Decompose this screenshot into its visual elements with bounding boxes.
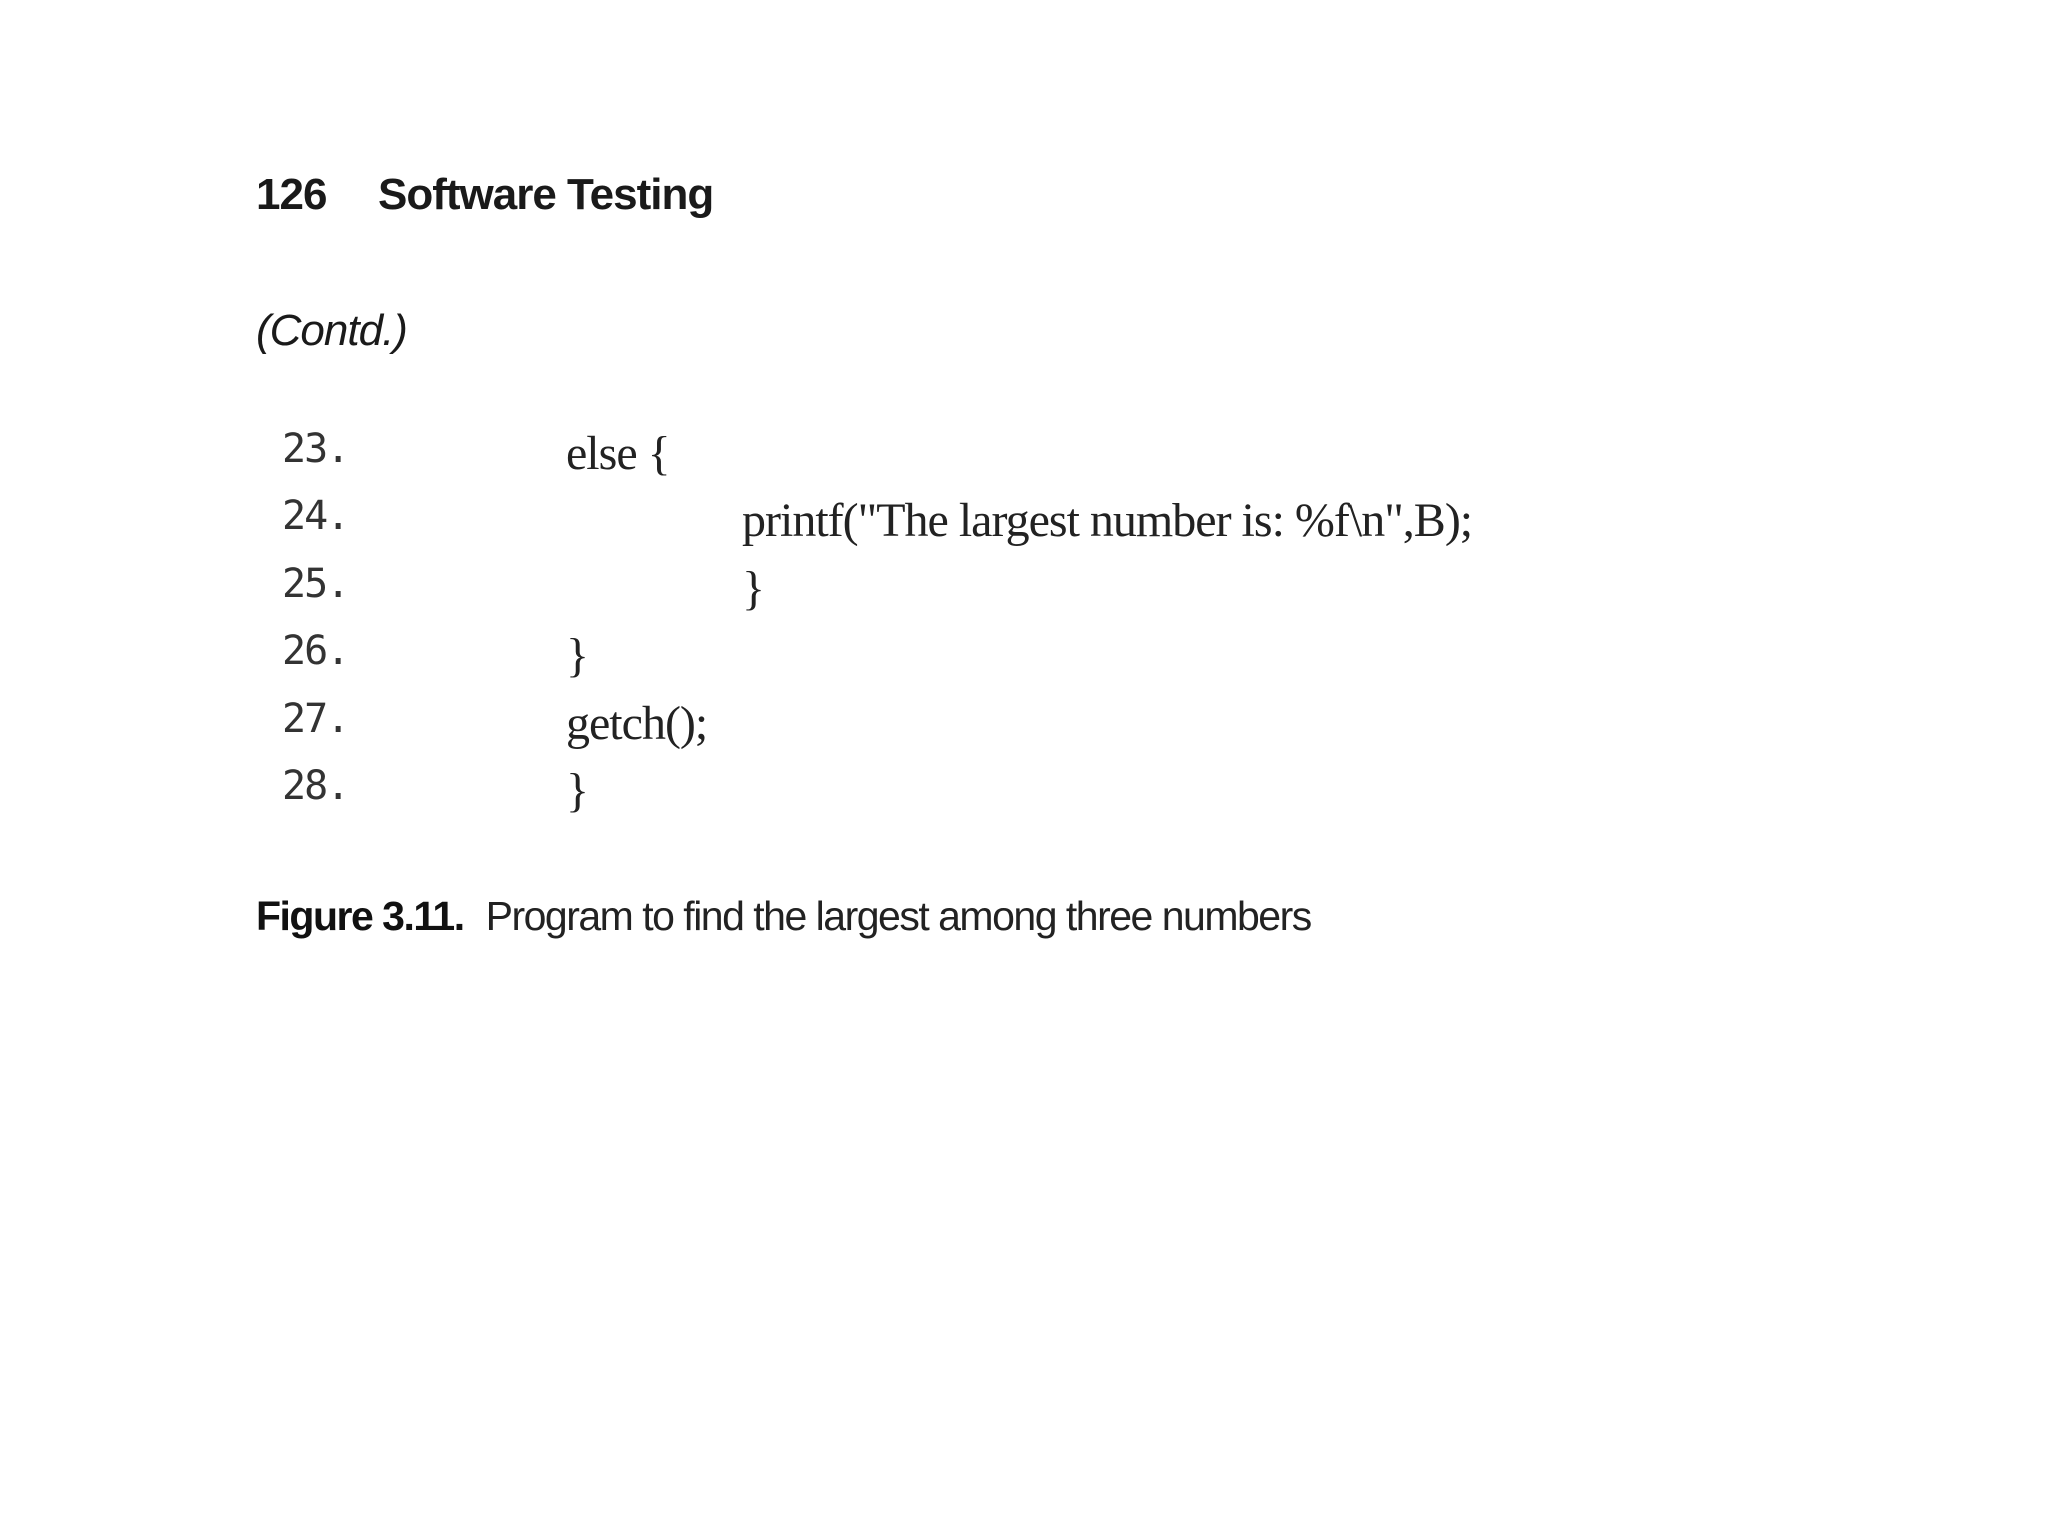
line-number: 27. — [282, 696, 349, 742]
line-number: 24. — [282, 493, 349, 539]
line-number: 26. — [282, 628, 349, 674]
page-number: 126 — [256, 170, 327, 219]
line-number: 25. — [282, 561, 349, 607]
book-title: Software Testing — [378, 170, 714, 219]
figure-caption — [256, 893, 1311, 940]
code-line: } — [742, 562, 765, 615]
code-line: } — [566, 629, 589, 682]
figure-caption-text: Program to find the largest among three numbers — [485, 893, 1311, 939]
code-line: else { — [566, 427, 670, 480]
code-line: getch(); — [566, 697, 708, 750]
line-number: 23. — [282, 426, 349, 472]
code-line: } — [566, 764, 589, 817]
line-number: 28. — [282, 763, 349, 809]
figure-label: Figure 3.11. — [256, 893, 464, 939]
continuation-label: (Contd.) — [256, 306, 407, 355]
code-line: printf("The largest number is: %f\n",B); — [742, 494, 1473, 547]
